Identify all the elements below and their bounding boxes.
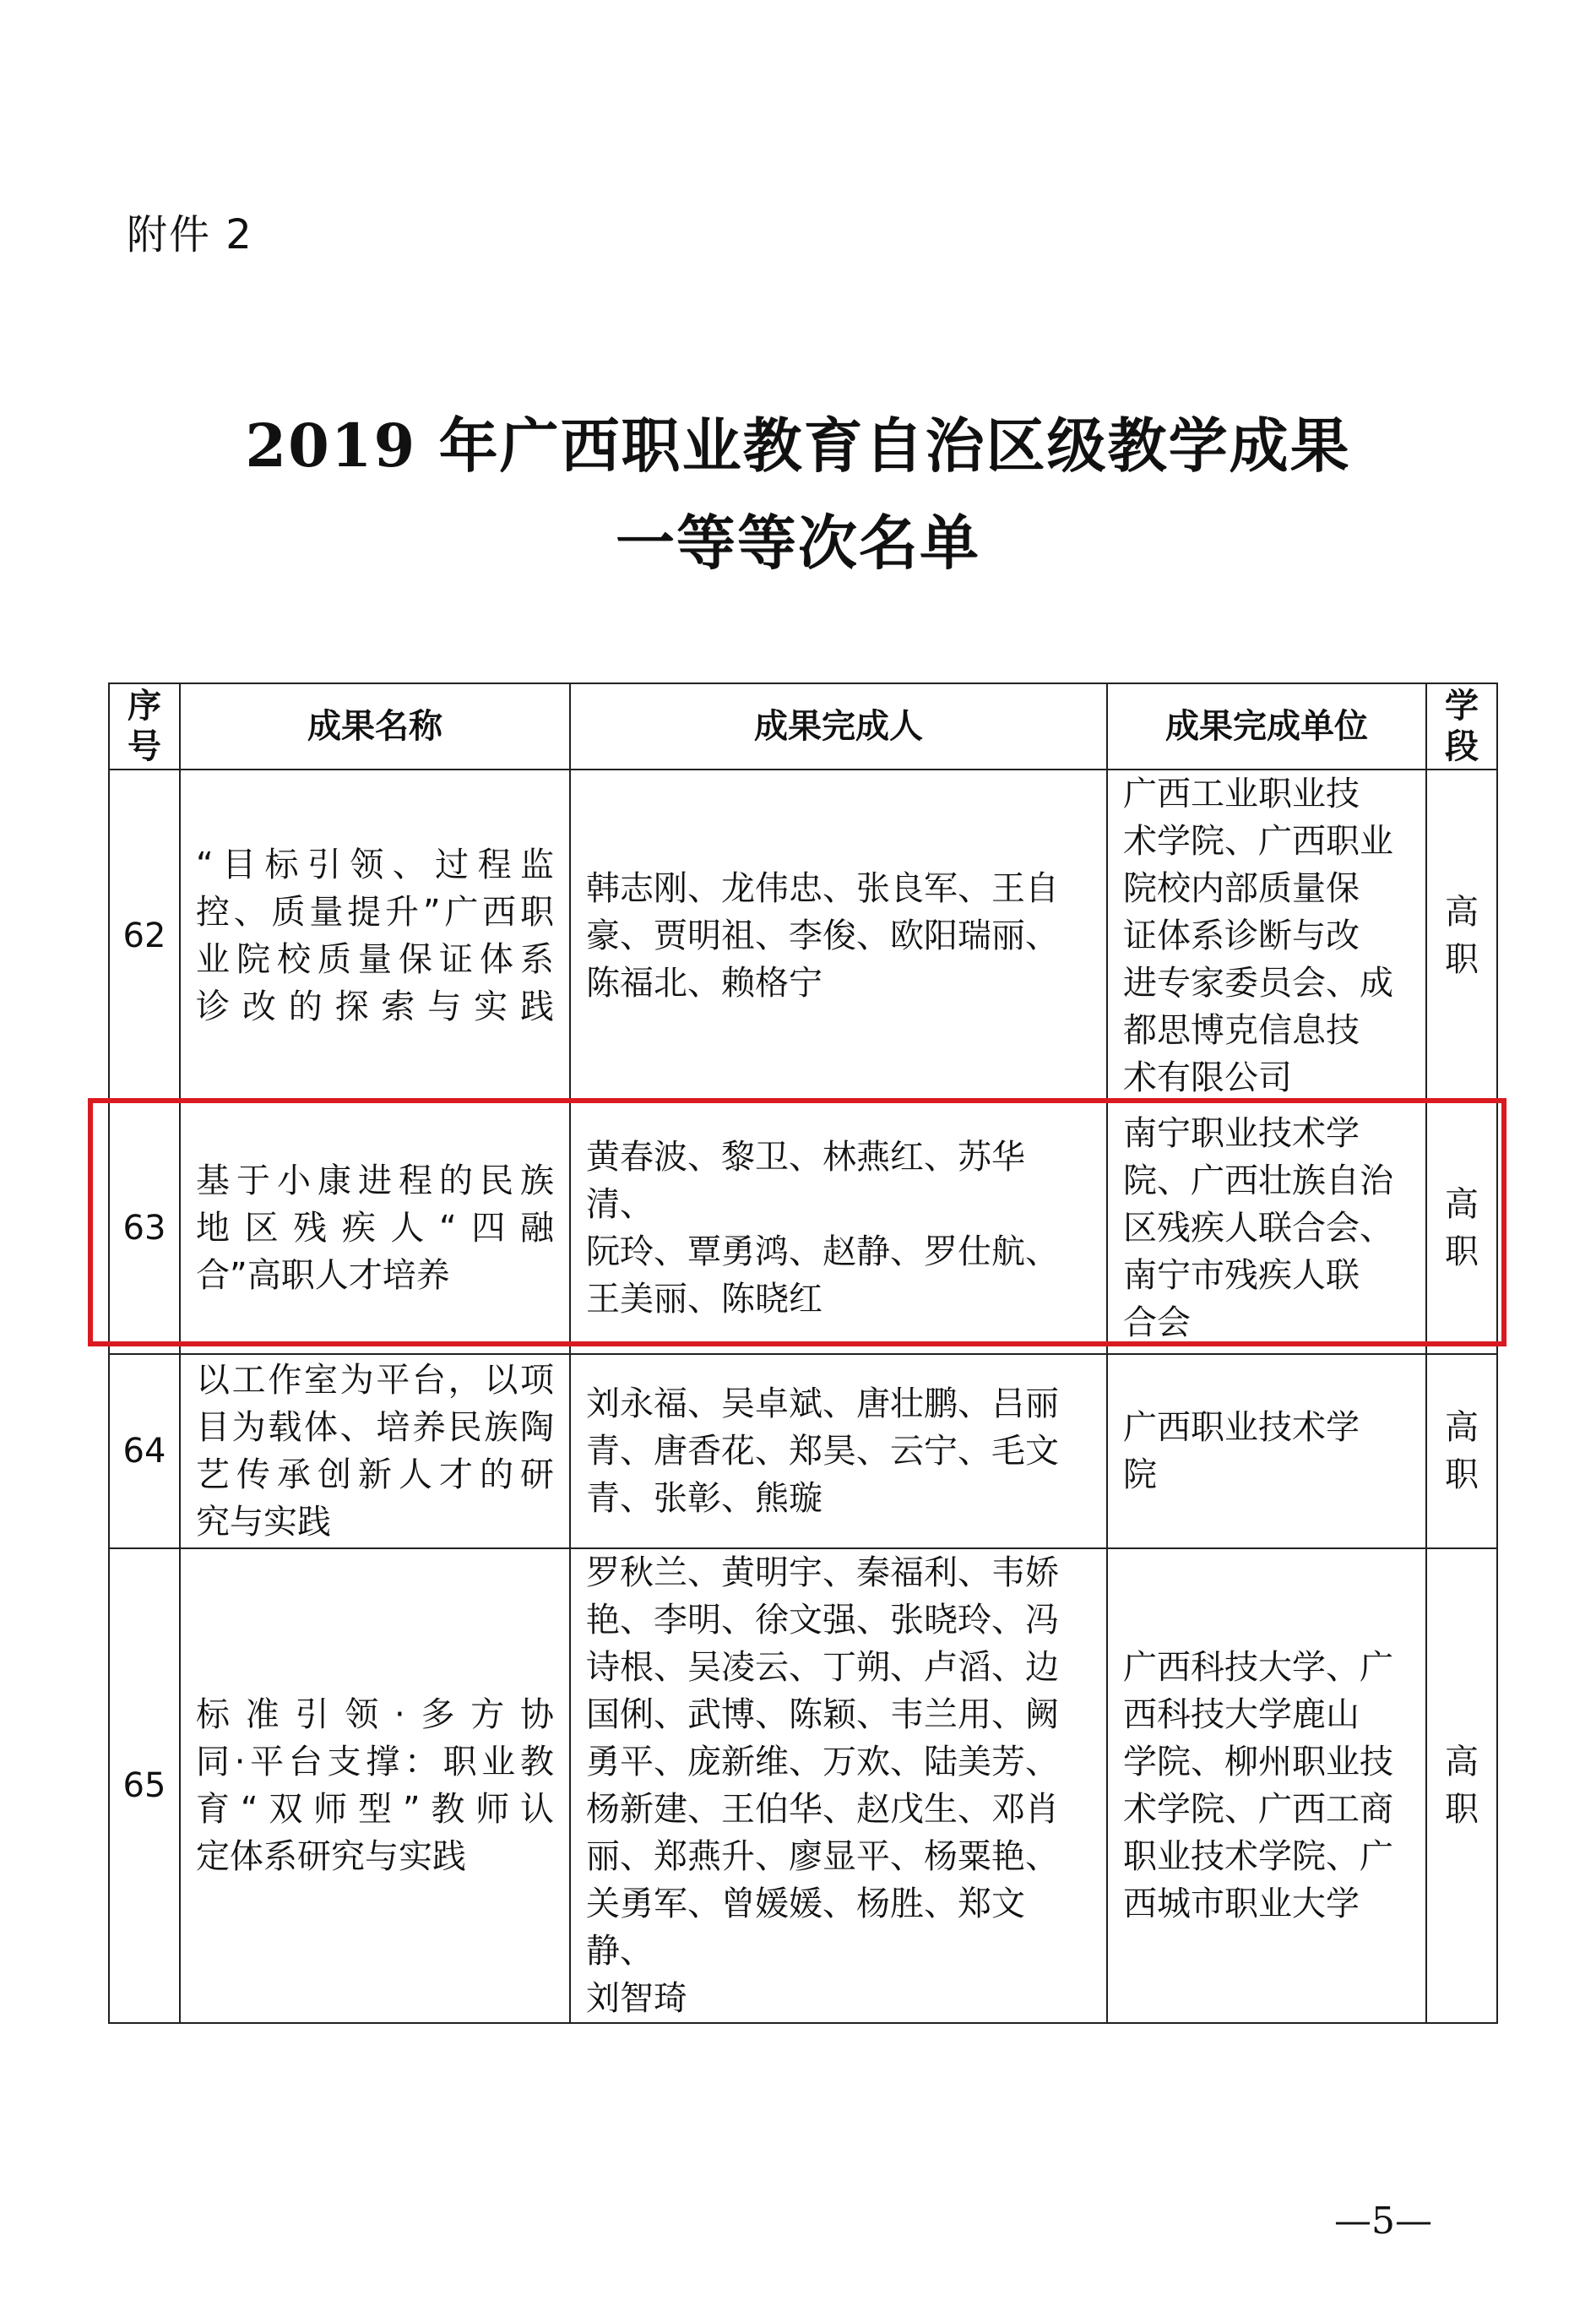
row-units bbox=[1107, 1102, 1426, 1354]
row-stage bbox=[1426, 1354, 1497, 1548]
people-line: 韩志刚、龙伟忠、张良军、王自 bbox=[586, 869, 1059, 908]
unit-line: 南宁职业技术学 bbox=[1123, 1114, 1360, 1153]
row-seq: 62 bbox=[109, 770, 180, 1102]
unit-line: 合会 bbox=[1123, 1303, 1191, 1342]
document-title bbox=[0, 397, 1596, 591]
stage-char: 高 bbox=[1445, 1743, 1479, 1781]
row-stage bbox=[1426, 1102, 1497, 1354]
row-stage bbox=[1426, 1548, 1497, 2023]
people-line: 青、唐香花、郑昊、云宁、毛文 bbox=[586, 1432, 1059, 1471]
row-people bbox=[570, 1354, 1107, 1548]
unit-line: 进专家委员会、成 bbox=[1123, 964, 1393, 1003]
header-people: 成果完成人 bbox=[570, 683, 1107, 770]
unit-line: 广西科技大学、广 bbox=[1123, 1648, 1393, 1687]
results-table bbox=[108, 683, 1498, 2024]
header-units: 成果完成单位 bbox=[1107, 683, 1426, 770]
name-line: 育“双师型”教师认 bbox=[196, 1790, 554, 1829]
name-line: 同·平台支撑：职业教 bbox=[196, 1743, 554, 1781]
unit-line: 南宁市残疾人联 bbox=[1123, 1256, 1360, 1295]
unit-line: 职业技术学院、广 bbox=[1123, 1837, 1393, 1876]
people-line: 艳、李明、徐文强、张晓玲、冯 bbox=[586, 1601, 1059, 1640]
unit-line: 都思博克信息技 bbox=[1123, 1011, 1360, 1050]
row-units bbox=[1107, 770, 1426, 1102]
row-seq: 63 bbox=[109, 1102, 180, 1354]
people-line: 陈福北、赖格宁 bbox=[586, 964, 822, 1003]
name-line: 基于小康进程的民族 bbox=[196, 1161, 554, 1200]
unit-line: 广西工业职业技 bbox=[1123, 775, 1360, 813]
name-line: 以工作室为平台，以项 bbox=[196, 1361, 554, 1400]
row-units bbox=[1107, 1354, 1426, 1548]
people-line: 国俐、武博、陈颖、韦兰用、阙 bbox=[586, 1695, 1059, 1734]
people-line: 丽、郑燕升、廖显平、杨粟艳、 bbox=[586, 1837, 1059, 1876]
name-line: 标准引领·多方协 bbox=[196, 1695, 554, 1734]
people-line: 关勇军、曾媛媛、杨胜、郑文静、 bbox=[586, 1885, 1025, 1971]
name-line: 究与实践 bbox=[196, 1503, 331, 1542]
unit-line: 术学院、广西职业 bbox=[1123, 822, 1393, 861]
name-line: 目为载体、培养民族陶 bbox=[196, 1408, 554, 1447]
row-name bbox=[180, 1548, 570, 2023]
name-line: 地区残疾人“四融 bbox=[196, 1209, 554, 1248]
row-name bbox=[180, 1102, 570, 1354]
unit-line: 西城市职业大学 bbox=[1123, 1885, 1360, 1923]
unit-line: 学院、柳州职业技 bbox=[1123, 1743, 1393, 1781]
name-line: 合”高职人才培养 bbox=[196, 1256, 450, 1295]
title-line-1: 2019 年广西职业教育自治区级教学成果 bbox=[245, 411, 1351, 481]
people-line: 刘智琦 bbox=[586, 1979, 687, 2018]
people-line: 王美丽、陈晓红 bbox=[586, 1280, 822, 1319]
row-people bbox=[570, 1548, 1107, 2023]
row-name bbox=[180, 1354, 570, 1548]
unit-line: 术有限公司 bbox=[1123, 1058, 1292, 1097]
stage-char: 职 bbox=[1445, 1790, 1479, 1829]
row-people bbox=[570, 770, 1107, 1102]
name-line: 控、质量提升”广西职 bbox=[196, 893, 554, 932]
stage-char: 高 bbox=[1445, 893, 1479, 932]
title-line-2: 一等等次名单 bbox=[616, 508, 980, 578]
unit-line: 术学院、广西工商 bbox=[1123, 1790, 1393, 1829]
stage-char: 职 bbox=[1445, 940, 1479, 979]
stage-char: 高 bbox=[1445, 1185, 1479, 1224]
row-stage bbox=[1426, 770, 1497, 1102]
table-row bbox=[109, 770, 1497, 1102]
row-seq: 64 bbox=[109, 1354, 180, 1548]
unit-line: 院 bbox=[1123, 1455, 1157, 1494]
table-row bbox=[109, 1548, 1497, 2023]
unit-line: 区残疾人联合会、 bbox=[1123, 1209, 1393, 1248]
people-line: 刘永福、吴卓斌、唐壮鹏、吕丽 bbox=[586, 1384, 1059, 1423]
name-line: “目标引领、过程监 bbox=[196, 846, 554, 884]
people-line: 阮玲、覃勇鸿、赵静、罗仕航、 bbox=[586, 1232, 1059, 1271]
people-line: 豪、贾明祖、李俊、欧阳瑞丽、 bbox=[586, 916, 1059, 955]
page-number: —5— bbox=[1334, 2200, 1432, 2243]
stage-char: 高 bbox=[1445, 1408, 1479, 1447]
table-header-row bbox=[109, 683, 1497, 770]
stage-char: 职 bbox=[1445, 1455, 1479, 1494]
name-line: 艺传承创新人才的研 bbox=[196, 1455, 554, 1494]
unit-line: 广西职业技术学 bbox=[1123, 1408, 1360, 1447]
name-line: 诊改的探索与实践 bbox=[196, 987, 554, 1026]
row-units bbox=[1107, 1548, 1426, 2023]
unit-line: 院、广西壮族自治 bbox=[1123, 1161, 1393, 1200]
row-people bbox=[570, 1102, 1107, 1354]
unit-line: 证体系诊断与改 bbox=[1123, 916, 1360, 955]
unit-line: 院校内部质量保 bbox=[1123, 869, 1360, 908]
people-line: 杨新建、王伯华、赵戊生、邓肖 bbox=[586, 1790, 1059, 1829]
people-line: 罗秋兰、黄明宇、秦福利、韦娇 bbox=[586, 1553, 1059, 1592]
people-line: 黄春波、黎卫、林燕红、苏华清、 bbox=[586, 1138, 1025, 1224]
header-seq: 序号 bbox=[109, 683, 180, 770]
attachment-label: 附件 2 bbox=[127, 211, 253, 258]
row-seq: 65 bbox=[109, 1548, 180, 2023]
unit-line: 西科技大学鹿山 bbox=[1123, 1695, 1360, 1734]
table-row bbox=[109, 1102, 1497, 1354]
people-line: 诗根、吴凌云、丁朔、卢滔、边 bbox=[586, 1648, 1059, 1687]
header-name: 成果名称 bbox=[180, 683, 570, 770]
row-name bbox=[180, 770, 570, 1102]
table-row bbox=[109, 1354, 1497, 1548]
header-stage: 学段 bbox=[1426, 683, 1497, 770]
name-line: 定体系研究与实践 bbox=[196, 1837, 466, 1876]
name-line: 业院校质量保证体系 bbox=[196, 940, 554, 979]
people-line: 青、张彰、熊璇 bbox=[586, 1479, 822, 1518]
stage-char: 职 bbox=[1445, 1232, 1479, 1271]
people-line: 勇平、庞新维、万欢、陆美芳、 bbox=[586, 1743, 1059, 1781]
